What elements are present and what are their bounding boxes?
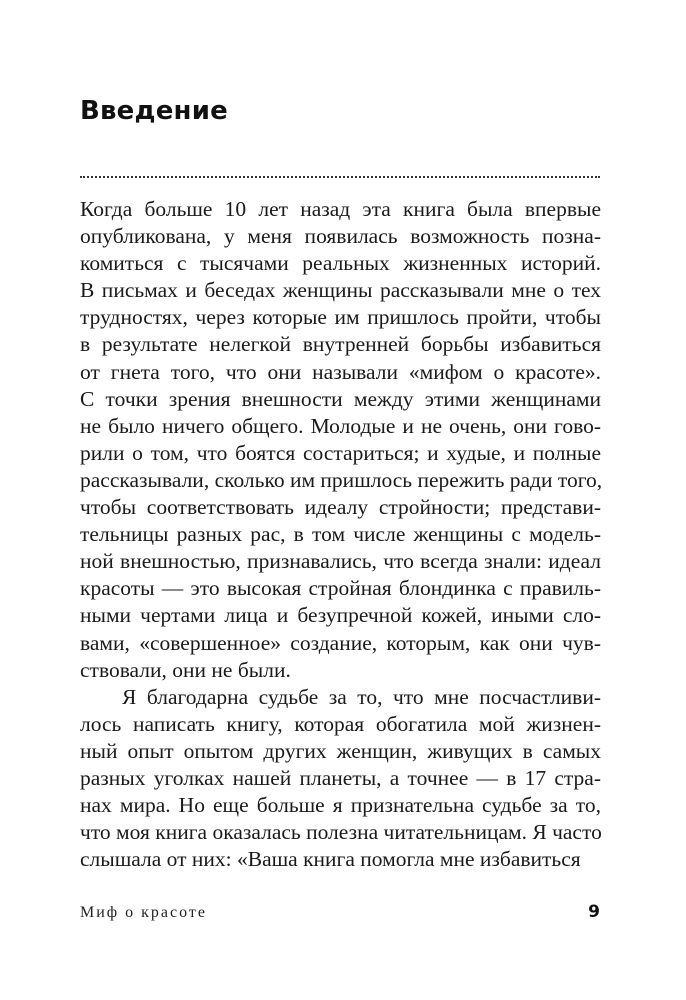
text-line: комиться с тысячами реальных жизненных историй.: [80, 251, 601, 276]
text-line: опубликована, у меня появилась возможность позна-: [80, 224, 601, 249]
running-title: Миф о красоте: [80, 904, 208, 921]
text-line: чтобы соответствовать идеалу стройности; представи-: [80, 495, 601, 520]
page-number: 9: [588, 902, 600, 922]
text-line: рили о том, что боятся состариться; и худые, и полные: [80, 440, 601, 465]
text-line: ными чертами лица и безупречной кожей, иными сло-: [80, 603, 601, 628]
text-line: что моя книга оказалась полезна читательницам. Я часто: [80, 820, 602, 845]
paragraph: [80, 196, 601, 684]
text-line: лось написать книгу, которая обогатила мой жизнен-: [80, 711, 601, 736]
text-line: Я благодарна судьбе за то, что мне посчастливи-: [122, 684, 601, 709]
dotted-divider: [80, 176, 600, 178]
text-line: С точки зрения внешности между этими женщинами: [80, 386, 601, 411]
paragraph: [80, 684, 601, 874]
text-line: тельницы разных рас, в том числе женщины с модель-: [80, 522, 601, 547]
text-line: красоты — это высокая стройная блондинка с правиль-: [80, 576, 601, 601]
text-line: ный опыт опытом других женщин, живущих в самых: [80, 738, 601, 763]
text-line: Когда больше 10 лет назад эта книга была впервые: [80, 197, 601, 221]
text-line: ствовали, они не были.: [80, 657, 291, 682]
text-line: в результате нелегкой внутренней борьбы избавиться: [80, 332, 601, 357]
text-line: не было ничего общего. Молодые и не очень, они гово-: [80, 413, 601, 438]
text-line: от гнета того, что они называли «мифом о красоте».: [80, 359, 601, 384]
text-line: рассказывали, сколько им пришлось пережить ради того,: [80, 467, 603, 492]
body-text: [80, 196, 601, 873]
text-line: разных уголках нашей планеты, а точнее — в 17 стра-: [80, 765, 601, 790]
text-line: нах мира. Но еще больше я признательна судьбе за то,: [80, 793, 601, 818]
text-line: слышала от них: «Ваша книга помогла мне избавиться: [80, 847, 581, 872]
text-line: трудностях, через которые им пришлось пройти, чтобы: [80, 305, 601, 330]
text-line: В письмах и беседах женщины рассказывали мне о тех: [80, 278, 601, 303]
chapter-title: Введение: [80, 96, 228, 126]
text-line: ной внешностью, признавались, что всегда знали: идеал: [80, 549, 601, 574]
text-line: вами, «совершенное» создание, которым, как они чув-: [80, 630, 601, 655]
